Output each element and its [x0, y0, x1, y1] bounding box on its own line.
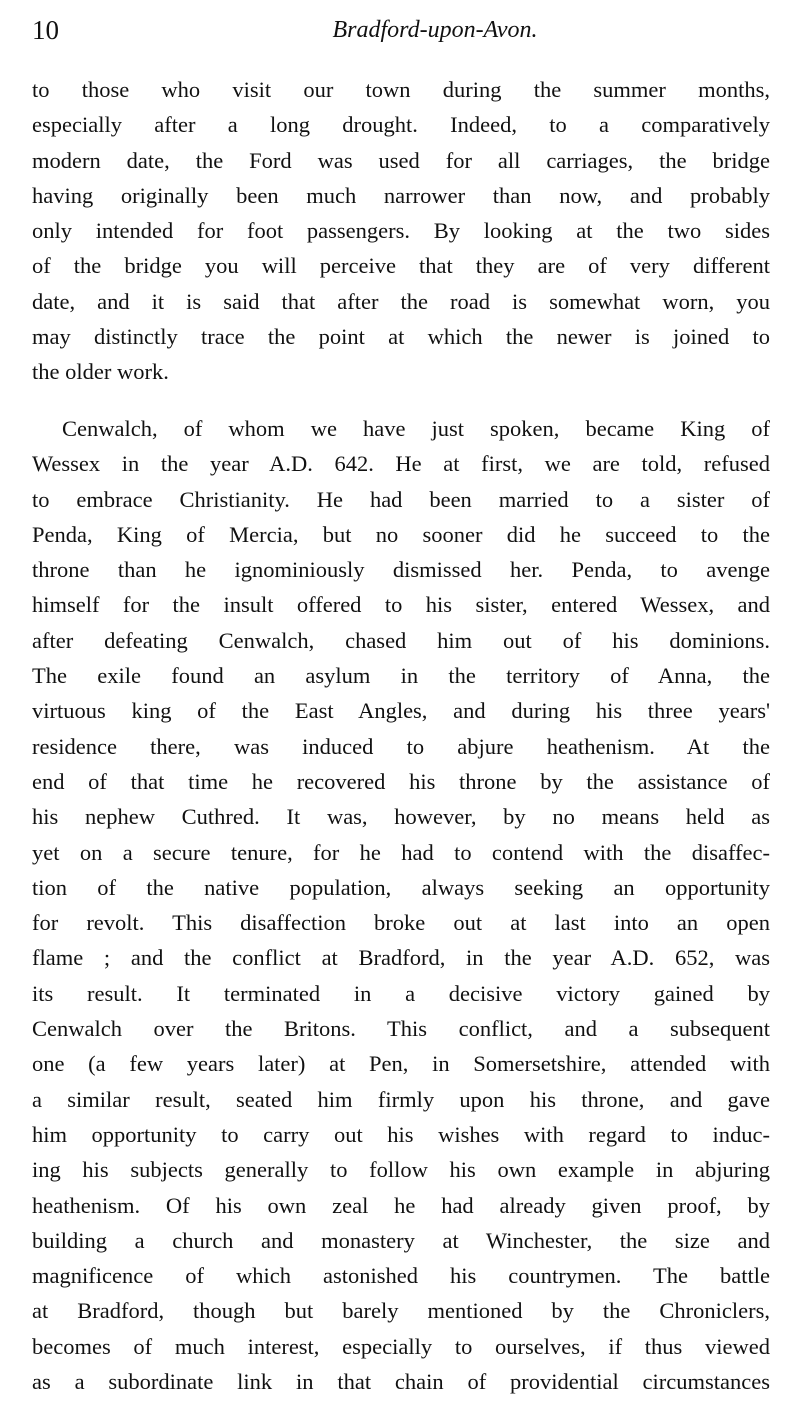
text-line: especially after a long drought. Indeed, to a comparatively — [32, 112, 770, 138]
text-line: ing his subjects generally to follow his own example in abjuring — [32, 1157, 770, 1183]
text-line: of the bridge you will perceive that they are of very different — [32, 253, 770, 279]
text-line: heathenism. Of his own zeal he had already given proof, by — [32, 1192, 770, 1218]
running-head — [32, 10, 768, 50]
text-line: the older work. — [32, 359, 169, 385]
text-line: Wessex in the year A.D. 642. He at first, we are told, refused — [32, 451, 770, 477]
text-line: one (a few years later) at Pen, in Somersetshire, attended with — [32, 1051, 770, 1077]
text-line: a similar result, seated him firmly upon his throne, and gave — [32, 1086, 770, 1112]
text-line: as a subordinate link in that chain of providential circumstances — [32, 1369, 770, 1395]
text-line: end of that time he recovered his throne by the assistance of — [32, 768, 770, 794]
text-line: having originally been much narrower than now, and probably — [32, 182, 770, 208]
text-line: only intended for foot passengers. By looking at the two sides — [32, 218, 770, 244]
text-line: becomes of much interest, especially to ourselves, if thus viewed — [32, 1333, 770, 1359]
text-line: Cenwalch, of whom we have just spoken, became King of — [62, 416, 770, 441]
text-line: throne than he ignominiously dismissed her. Penda, to avenge — [32, 557, 770, 583]
running-title: Bradford-upon-Avon. — [332, 17, 538, 43]
text-line: him opportunity to carry out his wishes with regard to induc- — [32, 1121, 770, 1147]
text-line: Cenwalch over the Britons. This conflict, and a subsequent — [32, 1016, 770, 1042]
text-line: modern date, the Ford was used for all carriages, the bridge — [32, 147, 770, 173]
text-line: after defeating Cenwalch, chased him out of his dominions. — [32, 627, 770, 653]
text-line: Penda, King of Mercia, but no sooner did he succeed to the — [32, 521, 770, 547]
text-line: building a church and monastery at Winchester, the size and — [32, 1227, 770, 1253]
text-line: The exile found an asylum in the territory of Anna, the — [32, 663, 770, 689]
text-line: at Bradford, though but barely mentioned by the Chroniclers, — [32, 1298, 770, 1324]
text-line: may distinctly trace the point at which the newer is joined to — [32, 324, 770, 350]
text-line: residence there, was induced to abjure heathenism. At the — [32, 733, 770, 759]
text-line: to those who visit our town during the summer months, — [32, 77, 770, 102]
text-line: his nephew Cuthred. It was, however, by no means held as — [32, 804, 770, 830]
text-line: flame ; and the conflict at Bradford, in the year A.D. 652, was — [32, 945, 770, 971]
paragraph-1 — [32, 72, 770, 390]
text-line: to embrace Christianity. He had been married to a sister of — [32, 486, 770, 512]
text-line: magnificence of which astonished his countrymen. The battle — [32, 1263, 770, 1289]
text-line: for revolt. This disaffection broke out at last into an open — [32, 910, 770, 936]
text-line: date, and it is said that after the road is somewhat worn, you — [32, 288, 770, 314]
paragraph-2 — [32, 411, 770, 1399]
text-line: its result. It terminated in a decisive victory gained by — [32, 980, 770, 1006]
text-line: himself for the insult offered to his sister, entered Wessex, and — [32, 592, 770, 618]
page-number: 10 — [32, 15, 59, 45]
text-line: tion of the native population, always seeking an opportunity — [32, 874, 770, 900]
text-line: virtuous king of the East Angles, and during his three years' — [32, 698, 770, 724]
text-line: yet on a secure tenure, for he had to contend with the disaffec- — [32, 839, 770, 865]
